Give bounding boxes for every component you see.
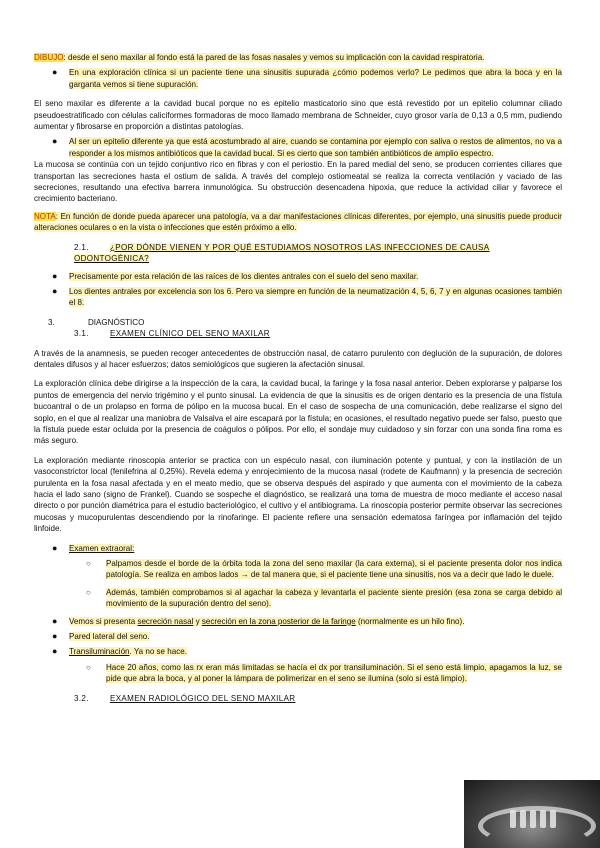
section-number: 3.1. bbox=[74, 329, 89, 339]
section-title: EXAMEN CLÍNICO DEL SENO MAXILAR bbox=[110, 329, 270, 339]
intro-text: : desde el seno maxilar al fondo está la pared de las fosas nasales y vemos su implicación con la cavidad respiratoria. bbox=[63, 53, 485, 62]
document-page bbox=[34, 52, 562, 704]
transiluminacion-label: Transiluminación bbox=[69, 647, 130, 657]
list-item-examen-extraoral bbox=[34, 543, 562, 554]
secrecion-mid: y bbox=[193, 616, 202, 626]
bullet-sinusitis-text: En una exploración clínica si un paciente tiene una sinusitis supurada ¿cómo podemos verlo? Le pedimos que abra la boca y en la garganta vemos si tiene supuración. bbox=[69, 68, 562, 89]
xray-tooth bbox=[530, 810, 536, 828]
sub-list-item bbox=[34, 587, 562, 610]
section-heading-3 bbox=[34, 317, 562, 328]
dibujo-label: DIBUJO bbox=[34, 53, 64, 62]
list-item-secrecion bbox=[34, 616, 562, 627]
sub-list-item bbox=[34, 558, 562, 581]
list-item bbox=[34, 136, 562, 159]
section-title: ¿POR DÓNDE VIENEN Y POR QUÉ ESTUDIAMOS NOSOTROS LAS INFECCIONES DE CAUSA ODONTOGÉNICA? bbox=[74, 242, 490, 264]
xray-tooth bbox=[510, 810, 516, 828]
sub-item-text: Hace 20 años, como las rx eran más limitadas se hacía el dx por transiluminación. Si el seno está limpio, apagamos la luz, se pide que abra la boca, y al poner la lámpara de polimerizar en el seno se ilumina (solo si está limpio). bbox=[106, 662, 562, 684]
hollow-bullet-icon: ○ bbox=[86, 559, 91, 569]
transiluminacion-text: . Ya no se hace. bbox=[129, 647, 187, 657]
bullet-icon: ● bbox=[52, 542, 58, 553]
bullet-aire-text: Al ser un epitelio diferente ya que está acostumbrado al aire, cuando se contamina por ejemplo con saliva o restos de alimentos, no va a responder a los mismos antibióticos que la cavidad bucal. Si es cierto que son también antibióticos de amplio espectro. bbox=[69, 137, 562, 158]
xray-tooth bbox=[550, 810, 556, 828]
nota-label: NOTA bbox=[34, 211, 56, 221]
bullet-icon: ● bbox=[52, 615, 58, 626]
nota-paragraph bbox=[34, 211, 562, 234]
xray-tooth bbox=[520, 810, 526, 828]
paragraph-exploracion: La exploración clínica debe dirigirse a la inspección de la cara, la cavidad bucal, la faringe y la fosa nasal anterior. Deben explorarse y palparse los puntos de emergencia del nervio trigémino y el punto sinusal. La evidencia de que la sinusitis es de origen dentario es la presencia de una fístula bucoantral o de un prolapso en forma de pólipo en la mucosa bucal. En el caso de sospecha de una comunicación, debe realizarse el signo del soplo, en el que al realizar una maniobra de Valsalva el aire escapará por la fístula; en ocasiones, el resultado negativo puede ser falso, puesto que la fístula puede estar ocluida por la presencia de coágulos o pólipos. Por ello, el sondaje muy cuidadoso y sin forzar con una sonda fina roma es más seguro. bbox=[34, 379, 562, 446]
list-item bbox=[34, 67, 562, 90]
intro-paragraph bbox=[34, 52, 562, 63]
secrecion-post: (normalmente es un hilo fino). bbox=[355, 616, 465, 626]
panoramic-xray-image bbox=[464, 780, 600, 848]
section-title: DIAGNÓSTICO bbox=[88, 317, 145, 327]
bullet-text: Precisamente por esta relación de las raíces de los dientes antrales con el suelo del seno maxilar. bbox=[69, 271, 419, 281]
list-item-pared-lateral bbox=[34, 631, 562, 642]
sub-item-text: Palpamos desde el borde de la órbita toda la zona del seno maxilar (la cara externa), si el paciente presenta dolor nos indica patología. Se realiza en ambos lados → de tal manera que, si el paciente tiene una sinusitis, nos va a decir que lado le duele. bbox=[106, 559, 562, 580]
bullet-icon: ● bbox=[52, 285, 58, 296]
secrecion-faringe: secreción en la zona posterior de la faringe bbox=[201, 616, 356, 626]
list-item bbox=[34, 271, 562, 282]
paragraph-anamnesis: A través de la anamnesis, se pueden recoger antecedentes de obstrucción nasal, de catarro purulento con deglución de la supuración, de dolores dentales difusos y al hacer esfuerzos; datos semiológicos que sugieren la afectación sinusal. bbox=[34, 348, 562, 369]
list-item bbox=[34, 286, 562, 309]
section-number: 3. bbox=[48, 317, 55, 327]
section-heading-3-2 bbox=[34, 693, 562, 704]
hollow-bullet-icon: ○ bbox=[86, 662, 91, 672]
secrecion-pre: Vemos si presenta bbox=[69, 616, 138, 626]
section-number: 2.1. bbox=[74, 242, 89, 252]
bullet-text: Los dientes antrales por excelencia son los 6. Pero va siempre en función de la neumatización 4, 5, 6, 7 y en algunas ocasiones también el 8. bbox=[69, 286, 562, 308]
bullet-icon: ● bbox=[52, 646, 58, 657]
xray-tooth bbox=[540, 810, 546, 828]
section-number: 3.2. bbox=[74, 693, 89, 703]
secrecion-nasal: secreción nasal bbox=[137, 616, 194, 626]
bullet-icon: ● bbox=[52, 270, 58, 281]
examen-extraoral-label: Examen extraoral: bbox=[69, 543, 135, 553]
sub-item-text: Además, también comprobamos si al agachar la cabeza y levantarla el paciente siente presión (esa zona se carga debido al movimiento de la supuración dentro del seno). bbox=[106, 587, 562, 609]
paragraph-epitelio: El seno maxilar es diferente a la cavidad bucal porque no es epitelio masticatorio sino que está revestido por un epitelio columnar ciliado pseudoestratificado con células caliciformes formadoras de moco llamado membrana de Schneider, cuyo grosor varía de 0,13 a 0,5 mm, pudiendo aumentar y fibrosarse en proporción a distintas patologías. bbox=[34, 99, 562, 132]
nota-text: : En función de donde pueda aparecer una patología, va a dar manifestaciones clínicas diferentes, por ejemplo, una sinusitis puede producir alteraciones oculares o en la vista o infecciones que estén próximo a ello. bbox=[34, 211, 562, 233]
section-heading-3-1 bbox=[34, 328, 562, 339]
hollow-bullet-icon: ○ bbox=[86, 587, 91, 597]
section-title: EXAMEN RADIOLÓGICO DEL SENO MAXILAR bbox=[110, 693, 296, 703]
bullet-icon: ● bbox=[52, 631, 58, 642]
sub-list-item bbox=[34, 662, 562, 685]
bullet-icon: ● bbox=[52, 136, 58, 147]
list-item-transiluminacion bbox=[34, 646, 562, 657]
section-heading-2-1 bbox=[34, 242, 562, 265]
xray-jaw-shape bbox=[478, 806, 596, 846]
paragraph-mucosa: La mucosa se continúa con un tejido conjuntivo rico en fibras y con el periostio. En la pared medial del seno, se producen corrientes ciliares que transportan las secreciones hasta el ostium de salida. A través del complejo ostiomeatal se realiza la correcta ventilación y vaciado de las secreciones, resultando una efectiva barrera inmunológica. Su obstrucción desencadena hipoxia, que reduce la actividad ciliar y favorece el crecimiento bacteriano. bbox=[34, 160, 562, 204]
paragraph-rinoscopia: La exploración mediante rinoscopia anterior se practica con un espéculo nasal, con iluminación potente y puntual, y con la instilación de un vasoconstrictor local (fenilefrina al 0,25%). Revela edema y enrojecimiento de la mucosa nasal (rodete de Kaufmann) y la presencia de secreción purulenta en la fosa nasal afectada y en el meato medio, que se observa después del aspirado y que aumenta con el movimiento de la cabeza hacia el lado sano (signo de Frankel). Cuando se sospeche el diagnóstico, se realizará una toma de muestra de moco mediante el acceso nasal directo o por punción diamétrica para el estudio bacteriológico, el cultivo y el antibiograma. La rinoscopia posterior permite observar las secreciones mucosas y mucopurulentas descendiendo por la rinofaringe. El paciente refiere una sensación edematosa faríngea por inflamación del tejido linfoide. bbox=[34, 455, 562, 534]
pared-lateral-text: Pared lateral del seno. bbox=[69, 632, 150, 642]
bullet-icon: ● bbox=[52, 67, 58, 78]
